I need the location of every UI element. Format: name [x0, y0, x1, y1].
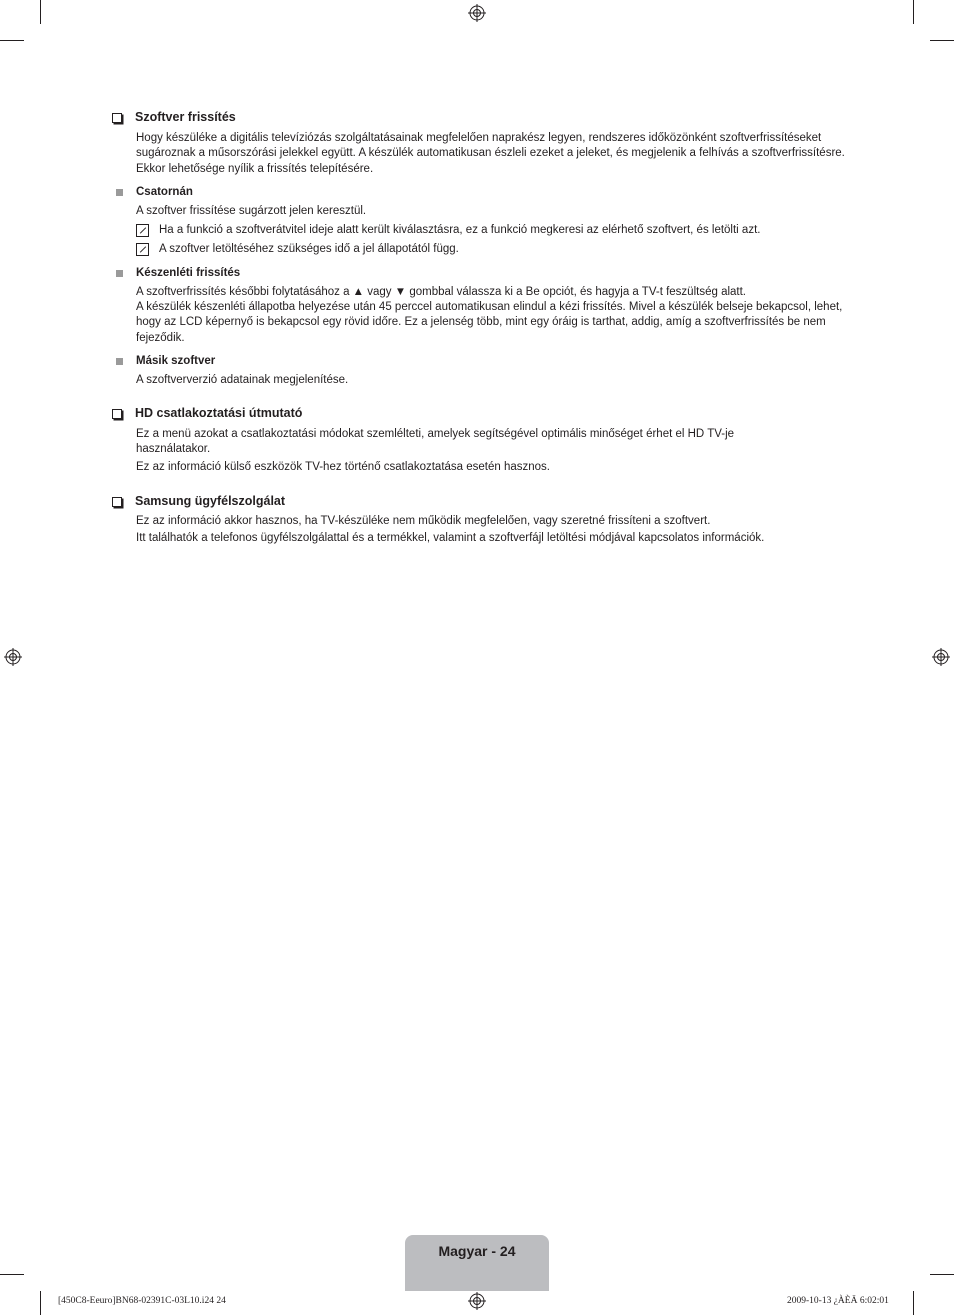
software-update-intro: Hogy készüléke a digitális televíziózás szolgáltatásainak megfelelően naprakész legyen, rendszeres időközönként szoftverfrissítéseket sugároznak a műsorszórási jelekkel együtt. A készülék automatikusan észleli ezeket a jeleket, és megjelenik a felhívás a szoftverfrissítésre. Ekkor lehetősége nyílik a frissítés telepítésére.: [136, 132, 845, 175]
print-timestamp: 2009-10-13 ¿ÀÈÄ 6:02:01: [787, 1296, 889, 1306]
hd-guide-line-2: Ez az információ külső eszközök TV-hez történő csatlakoztatása esetén hasznos.: [136, 461, 550, 473]
crop-mark: [930, 40, 954, 41]
registration-mark-icon: [468, 4, 486, 22]
alt-software-text: A szoftververzió adatainak megjelenítése.: [136, 374, 349, 386]
subheading-title: Csatornán: [136, 186, 193, 198]
hd-guide-line-1: Ez a menü azokat a csatlakoztatási módokat szemlélteti, amelyek segítségével optimális minőséget érhet el HD TV-je használatakor.: [136, 428, 735, 456]
support-line-1: Ez az információ akkor hasznos, ha TV-készüléke nem működik megfelelően, vagy szeretné frissíteni a szoftvert.: [136, 515, 711, 527]
square-bullet-icon: [116, 189, 123, 196]
section-heading-hd-guide: [112, 406, 302, 421]
note-text: Ha a funkció a szoftverátvitel ideje alatt került kiválasztásra, ez a funkció megkeresi az elérhető szoftvert, és letölti azt.: [159, 224, 761, 236]
crop-mark: [0, 1274, 24, 1275]
channel-text: A szoftver frissítése sugárzott jelen keresztül.: [136, 205, 367, 217]
crop-mark: [913, 1291, 914, 1315]
subheading-title: Készenléti frissítés: [136, 267, 241, 279]
note-icon: [136, 243, 149, 256]
section-title: Szoftver frissítés: [135, 110, 236, 124]
print-file-info: [450C8-Eeuro]BN68-02391C-03L10.i24 24: [58, 1296, 226, 1306]
note-icon: [136, 224, 149, 237]
registration-mark-icon: [468, 1292, 486, 1310]
checkbox-bullet-icon: [112, 409, 122, 419]
checkbox-bullet-icon: [112, 113, 122, 123]
subheading-title: Másik szoftver: [136, 355, 216, 367]
registration-mark-icon: [932, 648, 950, 666]
registration-mark-icon: [4, 648, 22, 666]
subheading-standby: [116, 266, 240, 280]
note-channel-2: [136, 242, 836, 257]
crop-mark: [930, 1274, 954, 1275]
section-heading-software-update: [112, 110, 236, 125]
section-title: HD csatlakoztatási útmutató: [135, 406, 303, 420]
section-title: Samsung ügyfélszolgálat: [135, 494, 286, 508]
checkbox-bullet-icon: [112, 497, 122, 507]
standby-line-2: A készülék készenléti állapotba helyezése után 45 perccel automatikusan elindul a kézi frissítés. Mivel a készülék belseje bekapcsol, lehet, hogy az LCD képernyő is bekapcsol egy rövid időre. Ez a jelenség több, mint egy óráig is tarthat, addig, amíg a szoftverfrissítés be nem fejeződik.: [136, 301, 843, 344]
note-text: A szoftver letöltéséhez szükséges idő a jel állapotától függ.: [159, 243, 459, 255]
note-channel-1: [136, 223, 836, 238]
standby-line-1: A szoftverfrissítés későbbi folytatásához a ▲ vagy ▼ gombbal válassza ki a Be opciót, és hagyja a TV-t feszültség alatt.: [136, 286, 746, 298]
crop-mark: [40, 0, 41, 24]
square-bullet-icon: [116, 270, 123, 277]
subheading-alt-software: [116, 354, 215, 368]
crop-mark: [0, 40, 24, 41]
crop-mark: [913, 0, 914, 24]
crop-mark: [40, 1291, 41, 1315]
square-bullet-icon: [116, 358, 123, 365]
section-heading-support: [112, 494, 285, 509]
page-number: Magyar - 24: [438, 1243, 516, 1259]
subheading-channel: [116, 185, 193, 199]
support-line-2: Itt találhatók a telefonos ügyfélszolgálattal és a termékkel, valamint a szoftverfájl letöltési módjával kapcsolatos információk.: [136, 532, 765, 544]
